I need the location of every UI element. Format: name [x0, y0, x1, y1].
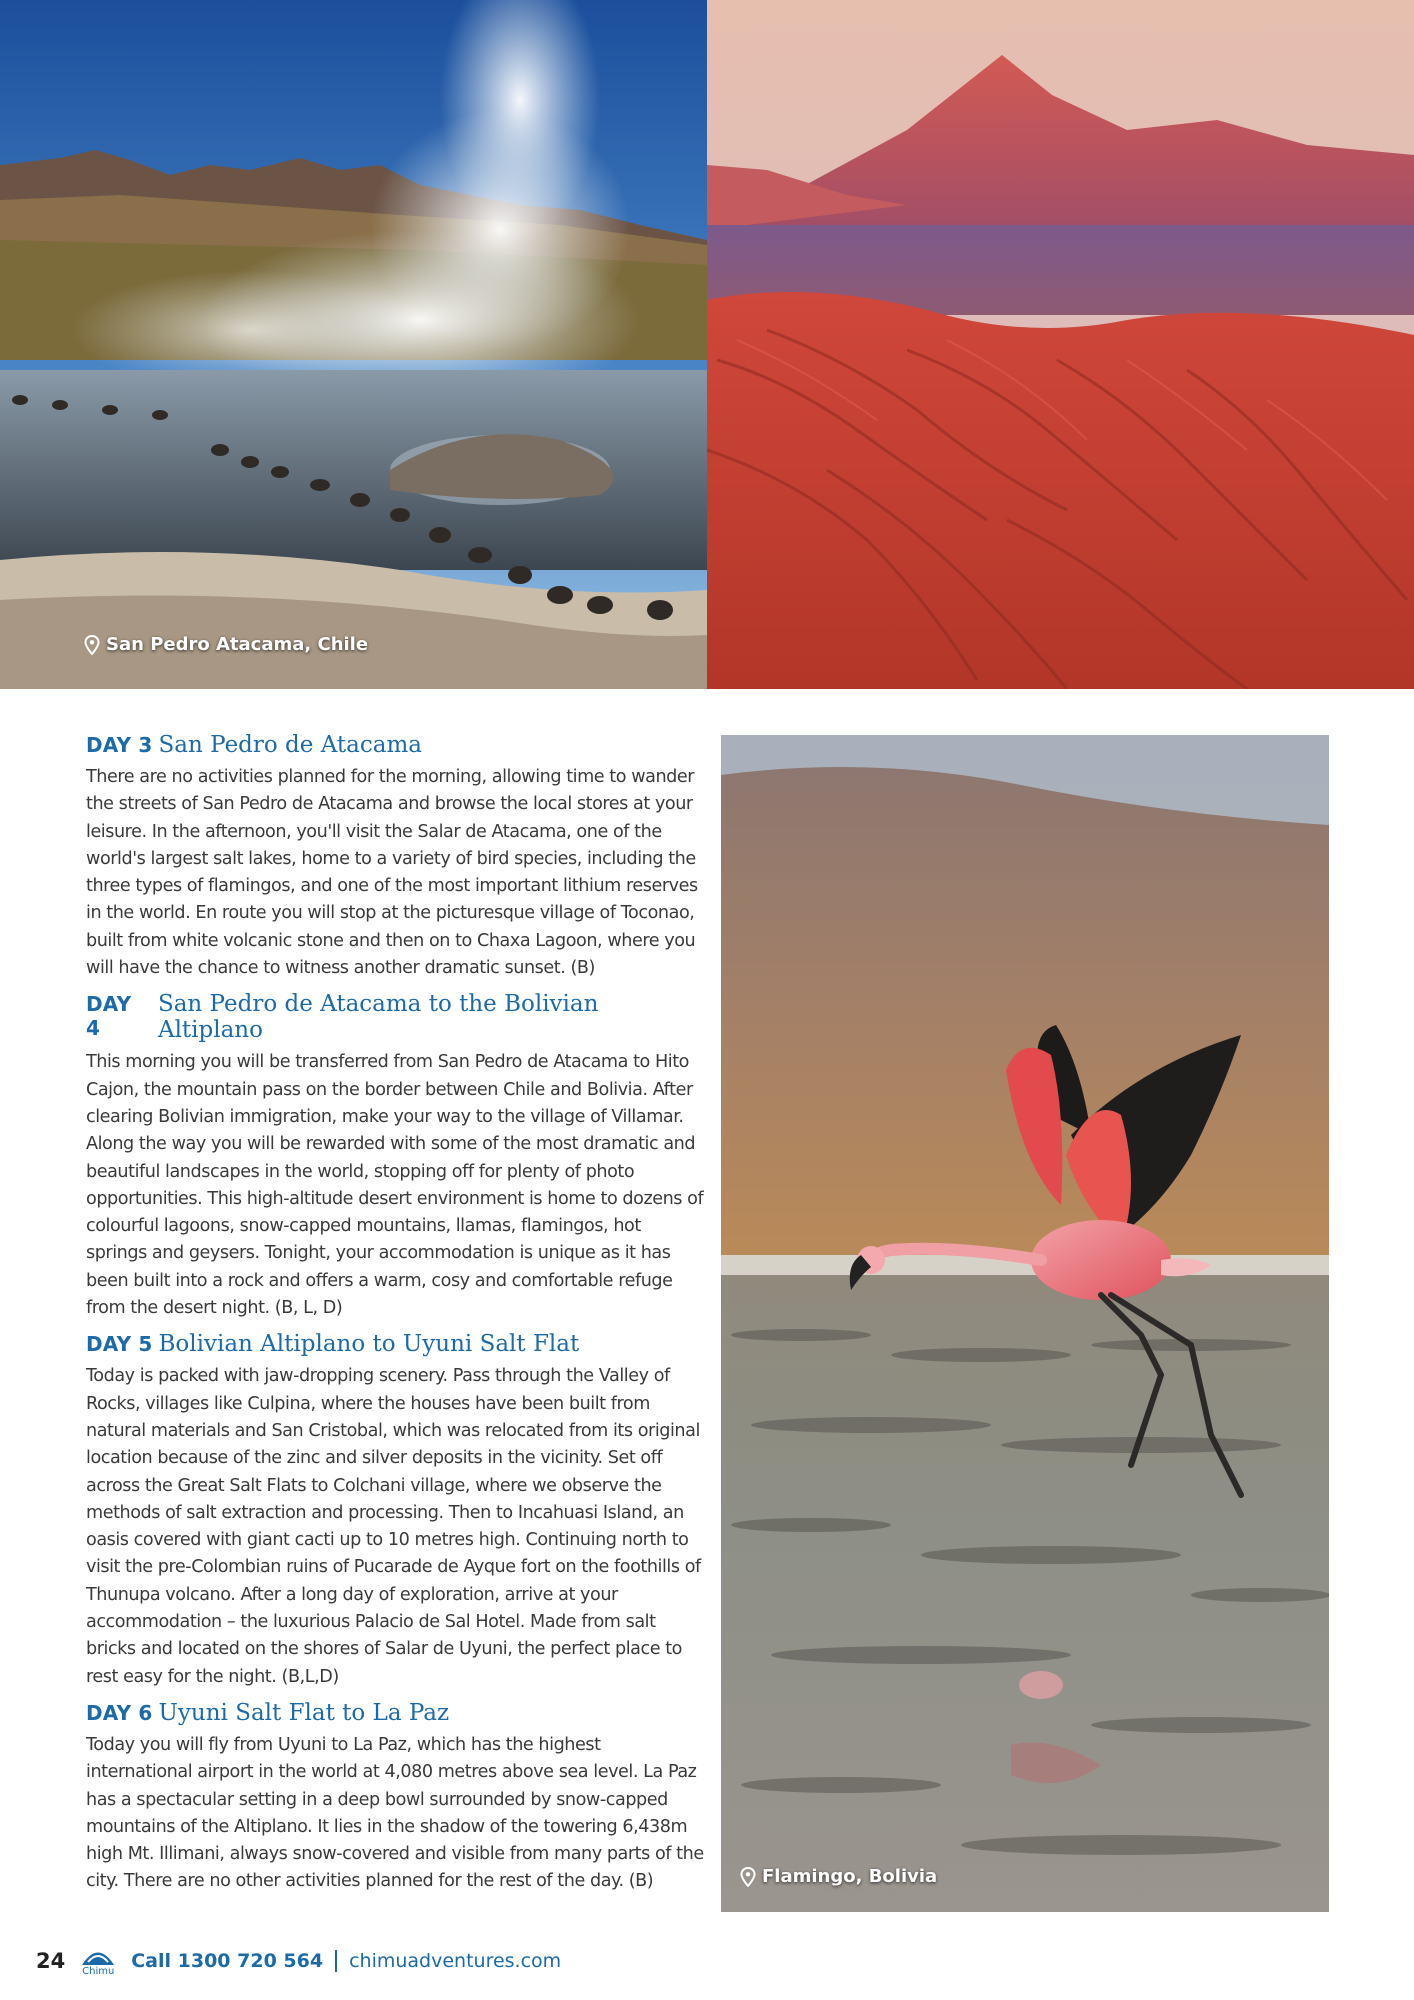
day-heading	[86, 732, 706, 758]
volcano-photo-image	[707, 0, 1414, 689]
itinerary	[86, 732, 706, 1905]
day-label: DAY 6	[86, 1700, 153, 1725]
day-title: Bolivian Altiplano to Uyuni Salt Flat	[158, 1331, 580, 1358]
day-description: Today is packed with jaw-dropping scenery. Pass through the Valley of Rocks, villages like Culpina, where the houses have been built from natural materials and San Cristobal, which was relocated from its original location because of the zinc and silver deposits in the vicinity. Set off across the Great Salt Flats to Colchani village, where we observe the methods of salt extraction and processing. Then to Incahuasi Island, an oasis covered with giant cacti up to 10 metres high. Continuing north to visit the pre-Colombian ruins of Pucarade de Ayque fort on the foothills of Thunupa volcano. After a long day of exploration, arrive at your accommodation – the luxurious Palacio de Sal Hotel. Made from salt bricks and located on the shores of Salar de Uyuni, the perfect place to rest easy for the night. (B,L,D)	[86, 1366, 701, 1687]
flamingo-photo-image	[721, 735, 1329, 1912]
geyser-photo-image	[0, 0, 707, 689]
page-footer	[36, 1944, 561, 1978]
photo-caption	[84, 634, 368, 655]
photo-caption	[740, 1866, 937, 1887]
day-label: DAY 3	[86, 733, 153, 757]
website-link[interactable]: chimuadventures.com	[349, 1950, 562, 1972]
logo-text: Chimu	[82, 1965, 115, 1977]
day-title: San Pedro de Atacama	[158, 732, 422, 758]
day-title: San Pedro de Atacama to the Bolivian Altiplano	[157, 991, 599, 1044]
day-description: Today you will fly from Uyuni to La Paz, which has the highest international airport in the world at 4,080 metres above sea level. La Paz has a spectacular setting in a deep bowl surrounded by snow-capped mountains of the Altiplano. It lies in the shadow of the towering 6,438m high Mt. Illimani, always snow-covered and visible from many parts of the city. There are no other activities planned for the rest of the day. (B)	[86, 1734, 704, 1892]
day-label: DAY 4	[86, 992, 132, 1041]
chimu-logo	[77, 1946, 119, 1977]
day-heading	[86, 1700, 706, 1726]
phone-number[interactable]: Call 1300 720 564	[131, 1950, 324, 1972]
page-number: 24	[36, 1949, 66, 1973]
day-heading	[86, 991, 706, 1043]
day-section-4	[86, 991, 706, 1322]
day-heading	[86, 1331, 706, 1357]
day-section-5	[86, 1331, 706, 1691]
geyser-photo	[0, 0, 707, 689]
mountain-logo-icon	[80, 1946, 116, 1966]
location-pin-icon	[84, 635, 100, 655]
day-description: There are no activities planned for the morning, allowing time to wander the streets of San Pedro de Atacama and browse the local stores at your leisure. In the afternoon, you'll visit the Salar de Atacama, one of the world's largest salt lakes, home to a variety of bird species, including the three types of flamingos, and one of the most important lithium reserves in the world. En route you will stop at the picturesque village of Toconao, built from white volcanic stone and then on to Chaxa Lagoon, where you will have the chance to witness another dramatic sunset. (B)	[86, 767, 698, 979]
photo-caption-text: San Pedro Atacama, Chile	[106, 634, 369, 655]
day-description: This morning you will be transferred from San Pedro de Atacama to Hito Cajon, the mountain pass on the border between Chile and Bolivia. After clearing Bolivian immigration, make your way to the village of Villamar. Along the way you will be rewarded with some of the most dramatic and beautiful landscapes in the world, stopping off for plenty of photo opportunities. This high-altitude desert environment is home to dozens of colourful lagoons, snow-capped mountains, llamas, flamingos, hot springs and geysers. Tonight, your accommodation is unique as it has been built into a rock and offers a warm, cosy and comfortable refuge from the desert night. (B, L, D)	[86, 1052, 704, 1319]
location-pin-icon	[740, 1867, 756, 1887]
photo-caption-text: Flamingo, Bolivia	[762, 1866, 938, 1887]
day-title: Uyuni Salt Flat to La Paz	[158, 1699, 450, 1726]
day-section-6	[86, 1700, 706, 1896]
day-label: DAY 5	[86, 1332, 153, 1357]
day-section-3	[86, 732, 706, 982]
flamingo-photo	[721, 735, 1329, 1912]
footer-divider	[335, 1950, 337, 1972]
volcano-photo	[707, 0, 1414, 689]
